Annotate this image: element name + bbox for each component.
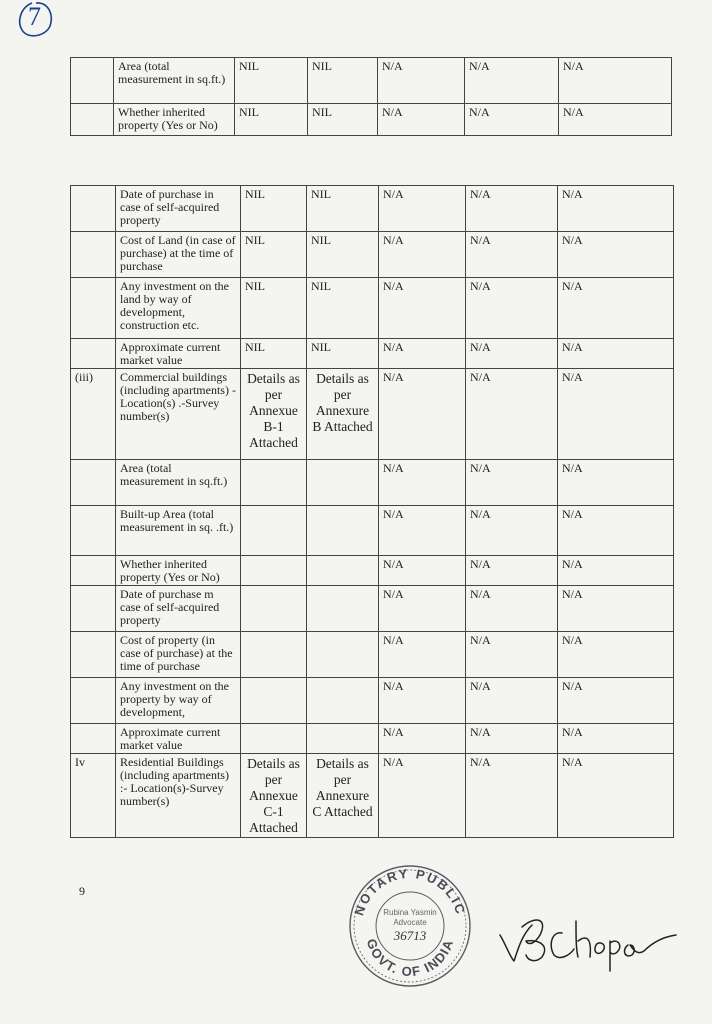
serial-cell <box>71 232 116 278</box>
value-cell: N/A <box>379 586 466 632</box>
serial-cell <box>71 58 114 104</box>
row-label: Area (total measurement in sq.ft.) <box>114 58 235 104</box>
value-cell <box>241 506 307 556</box>
value-cell <box>307 556 379 586</box>
value-cell: NIL <box>308 58 378 104</box>
value-cell: N/A <box>559 58 672 104</box>
value-cell: N/A <box>558 278 674 339</box>
value-cell: N/A <box>379 232 466 278</box>
value-cell: N/A <box>379 678 466 724</box>
row-label: Cost of Land (in case of purchase) at the time of purchase <box>116 232 241 278</box>
value-cell: N/A <box>466 339 558 369</box>
value-cell: NIL <box>307 339 379 369</box>
row-label: Date of purchase m case of self-acquired property <box>116 586 241 632</box>
table-row <box>71 754 674 838</box>
value-cell: N/A <box>559 104 672 136</box>
value-cell <box>307 632 379 678</box>
value-cell: N/A <box>558 586 674 632</box>
value-cell: N/A <box>379 506 466 556</box>
table-row <box>71 278 674 339</box>
table-row <box>71 556 674 586</box>
row-label: Whether inherited property (Yes or No) <box>114 104 235 136</box>
value-cell <box>307 586 379 632</box>
value-cell: N/A <box>558 460 674 506</box>
value-cell: N/A <box>465 104 559 136</box>
value-cell: N/A <box>558 678 674 724</box>
serial-cell <box>71 632 116 678</box>
value-cell: N/A <box>466 232 558 278</box>
serial-cell <box>71 339 116 369</box>
value-cell: N/A <box>466 724 558 754</box>
value-cell: N/A <box>558 724 674 754</box>
value-cell: Details as per Annexue C-1 Attached <box>241 754 307 838</box>
value-cell <box>241 632 307 678</box>
value-cell: N/A <box>558 556 674 586</box>
value-cell: NIL <box>241 339 307 369</box>
row-label: Cost of property (in case of purchase) at the time of purchase <box>116 632 241 678</box>
value-cell: N/A <box>379 724 466 754</box>
row-label: Any investment on the property by way of development, <box>116 678 241 724</box>
value-cell: N/A <box>558 632 674 678</box>
value-cell: N/A <box>466 369 558 460</box>
value-cell <box>241 586 307 632</box>
value-cell: NIL <box>307 278 379 339</box>
value-cell <box>241 460 307 506</box>
value-cell: NIL <box>241 186 307 232</box>
row-label: Approximate current market value <box>116 339 241 369</box>
stamp-inner-name: Rubina Yasmin <box>383 908 437 917</box>
value-cell: N/A <box>466 278 558 339</box>
stamp-inner-number: 36713 <box>393 928 427 943</box>
value-cell: N/A <box>379 278 466 339</box>
value-cell: N/A <box>466 754 558 838</box>
value-cell: N/A <box>378 58 465 104</box>
value-cell: N/A <box>558 232 674 278</box>
value-cell: N/A <box>558 754 674 838</box>
row-label: Residential Buildings (including apartments) :- Location(s)-Survey number(s) <box>116 754 241 838</box>
value-cell: N/A <box>466 632 558 678</box>
serial-cell <box>71 586 116 632</box>
row-label: Built-up Area (total measurement in sq. .ft.) <box>116 506 241 556</box>
value-cell: N/A <box>379 339 466 369</box>
row-label: Area (total measurement in sq.ft.) <box>116 460 241 506</box>
value-cell <box>307 678 379 724</box>
serial-cell <box>71 506 116 556</box>
value-cell: N/A <box>558 339 674 369</box>
serial-cell <box>71 104 114 136</box>
value-cell: N/A <box>466 186 558 232</box>
value-cell: N/A <box>466 556 558 586</box>
value-cell: N/A <box>558 369 674 460</box>
value-cell <box>241 724 307 754</box>
value-cell: NIL <box>307 232 379 278</box>
value-cell: N/A <box>379 632 466 678</box>
value-cell: Details as per Annexue B-1 Attached <box>241 369 307 460</box>
serial-cell <box>71 678 116 724</box>
value-cell: N/A <box>379 754 466 838</box>
value-cell: NIL <box>235 58 308 104</box>
page-number: 9 <box>79 884 85 898</box>
table-row <box>71 104 672 136</box>
value-cell: N/A <box>379 369 466 460</box>
value-cell: Details as per Annexure C Attached <box>307 754 379 838</box>
value-cell: N/A <box>466 586 558 632</box>
value-cell <box>307 460 379 506</box>
value-cell: NIL <box>241 232 307 278</box>
serial-cell: Iv <box>71 754 116 838</box>
value-cell: NIL <box>235 104 308 136</box>
row-label: Commercial buildings (including apartments) - Location(s) .-Survey number(s) <box>116 369 241 460</box>
page-marker <box>14 0 56 40</box>
table-row <box>71 586 674 632</box>
table-row <box>71 460 674 506</box>
page-marker-number: 7 <box>28 2 41 31</box>
serial-cell <box>71 724 116 754</box>
notary-stamp <box>344 862 476 988</box>
table-row <box>71 724 674 754</box>
value-cell: NIL <box>307 186 379 232</box>
value-cell <box>307 724 379 754</box>
value-cell: N/A <box>379 460 466 506</box>
value-cell <box>307 506 379 556</box>
stamp-top-text: NOTARY PUBLIC <box>351 865 469 918</box>
value-cell: Details as per Annexure B Attached <box>307 369 379 460</box>
serial-cell: (iii) <box>71 369 116 460</box>
value-cell <box>241 556 307 586</box>
value-cell: N/A <box>466 460 558 506</box>
value-cell: N/A <box>378 104 465 136</box>
row-label: Whether inherited property (Yes or No) <box>116 556 241 586</box>
value-cell: N/A <box>379 556 466 586</box>
table-row <box>71 58 672 104</box>
table-row <box>71 369 674 460</box>
property-table-main <box>70 185 674 838</box>
row-label: Approximate current market value <box>116 724 241 754</box>
serial-cell <box>71 556 116 586</box>
stamp-inner-role: Advocate <box>393 918 427 927</box>
stamp-bottom-text: GOVT. OF INDIA <box>363 936 457 980</box>
signature <box>492 905 692 975</box>
property-table-top <box>70 57 672 136</box>
value-cell: N/A <box>466 678 558 724</box>
row-label: Date of purchase in case of self-acquired property <box>116 186 241 232</box>
table-row <box>71 632 674 678</box>
table-row <box>71 339 674 369</box>
serial-cell <box>71 460 116 506</box>
serial-cell <box>71 278 116 339</box>
value-cell: N/A <box>465 58 559 104</box>
table-row <box>71 678 674 724</box>
serial-cell <box>71 186 116 232</box>
table-row <box>71 232 674 278</box>
value-cell: N/A <box>558 506 674 556</box>
value-cell: NIL <box>241 278 307 339</box>
svg-text:GOVT. OF INDIA <box>364 937 457 979</box>
value-cell: N/A <box>466 506 558 556</box>
value-cell: N/A <box>558 186 674 232</box>
table-row <box>71 506 674 556</box>
row-label: Any investment on the land by way of development, construction etc. <box>116 278 241 339</box>
value-cell <box>241 678 307 724</box>
value-cell: N/A <box>379 186 466 232</box>
table-row <box>71 186 674 232</box>
value-cell: NIL <box>308 104 378 136</box>
